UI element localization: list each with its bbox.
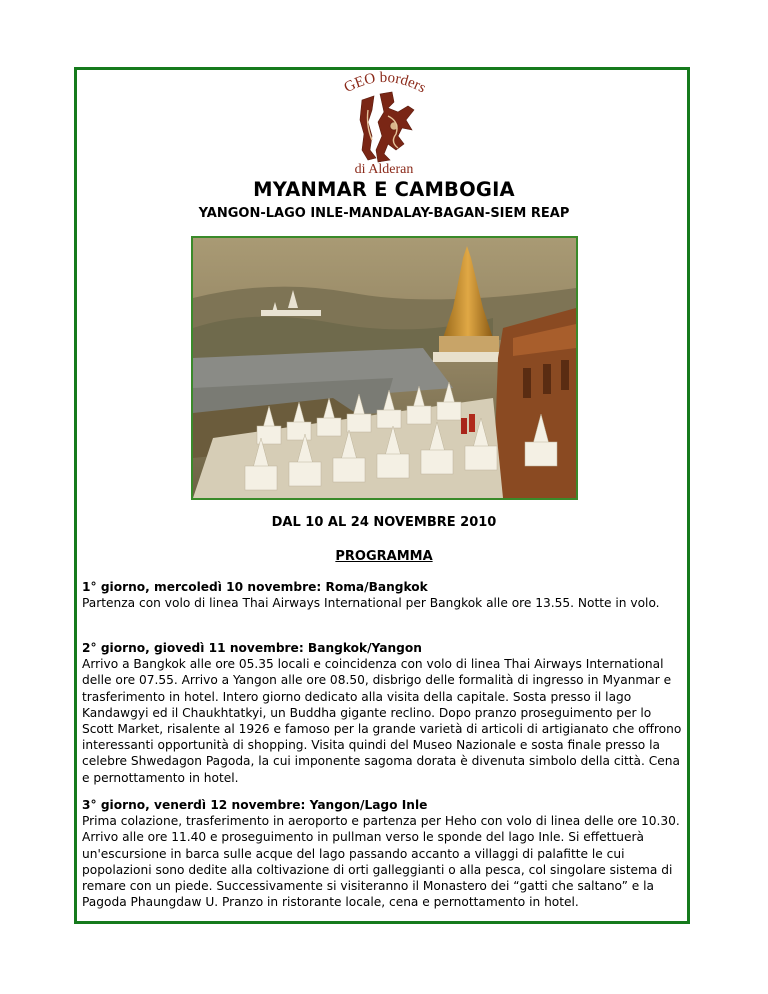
dragon-emblem-icon — [328, 70, 440, 178]
day-description: Partenza con volo di linea Thai Airways International per Bangkok alle ore 13.55. Notte in volo. — [82, 596, 660, 611]
day-heading: 3° giorno, venerdì 12 novembre: Yangon/Lago Inle — [82, 798, 428, 812]
pagoda-landscape-photo — [193, 238, 576, 498]
logo-brand-top: GEO borders — [341, 70, 429, 97]
page-title: MYANMAR E CAMBOGIA — [253, 178, 515, 201]
day-heading: 1° giorno, mercoledì 10 novembre: Roma/Bangkok — [82, 580, 428, 594]
day-item — [82, 640, 682, 786]
pagoda-photo — [191, 236, 578, 500]
program-heading: PROGRAMMA — [335, 549, 433, 564]
brand-logo — [328, 70, 440, 178]
day-description: Arrivo a Bangkok alle ore 05.35 locali e coincidenza con volo di linea Thai Airways International delle ore 07.55. Arrivo a Yangon alle ore 08.50, disbrigo delle formalità di ingresso in Myanmar e trasferimento in hotel. Intero giorno dedicato alla visita della capitale. Sosta presso il lago Kandawgyi ed il Chaukhtatkyi, un Buddha gigante reclino. Dopo pranzo proseguimento per lo Scott Market, risalente al 1926 e famoso per la grande varietà di articoli di artigianato che offrono interessanti opportunità di shopping. Visita quindi del Museo Nazionale e sosta finale presso la celebre Shwedagon Pagoda, la cui imponente sagoma dorata è divenuta simbolo della città. Cena e pernottamento in hotel. — [82, 657, 682, 785]
day-description: Prima colazione, trasferimento in aeroporto e partenza per Heho con volo di linea delle ore 10.30. Arrivo alle ore 11.40 e proseguimento in pullman verso le sponde del lago Inle. Si effettuerà un'escursione in barca sulle acque del lago passando accanto a villaggi di palafitte le cui popolazioni sono dedite alla coltivazione di orti galleggianti o alla pesca, col singolare sistema di remare con un piede. Successivamente si visiteranno il Monastero dei “gatti che saltano” e la Pagoda Phaungdaw U. Pranzo in ristorante locale, cena e pernottamento in hotel. — [82, 814, 680, 910]
day-heading: 2° giorno, giovedì 11 novembre: Bangkok/Yangon — [82, 641, 422, 655]
page-subtitle: YANGON-LAGO INLE-MANDALAY-BAGAN-SIEM REAP — [198, 206, 570, 221]
day-item — [82, 797, 682, 910]
trip-dates: DAL 10 AL 24 NOVEMBRE 2010 — [271, 515, 497, 530]
logo-brand-bottom: di Alderan — [354, 162, 414, 177]
day-item — [82, 579, 682, 611]
